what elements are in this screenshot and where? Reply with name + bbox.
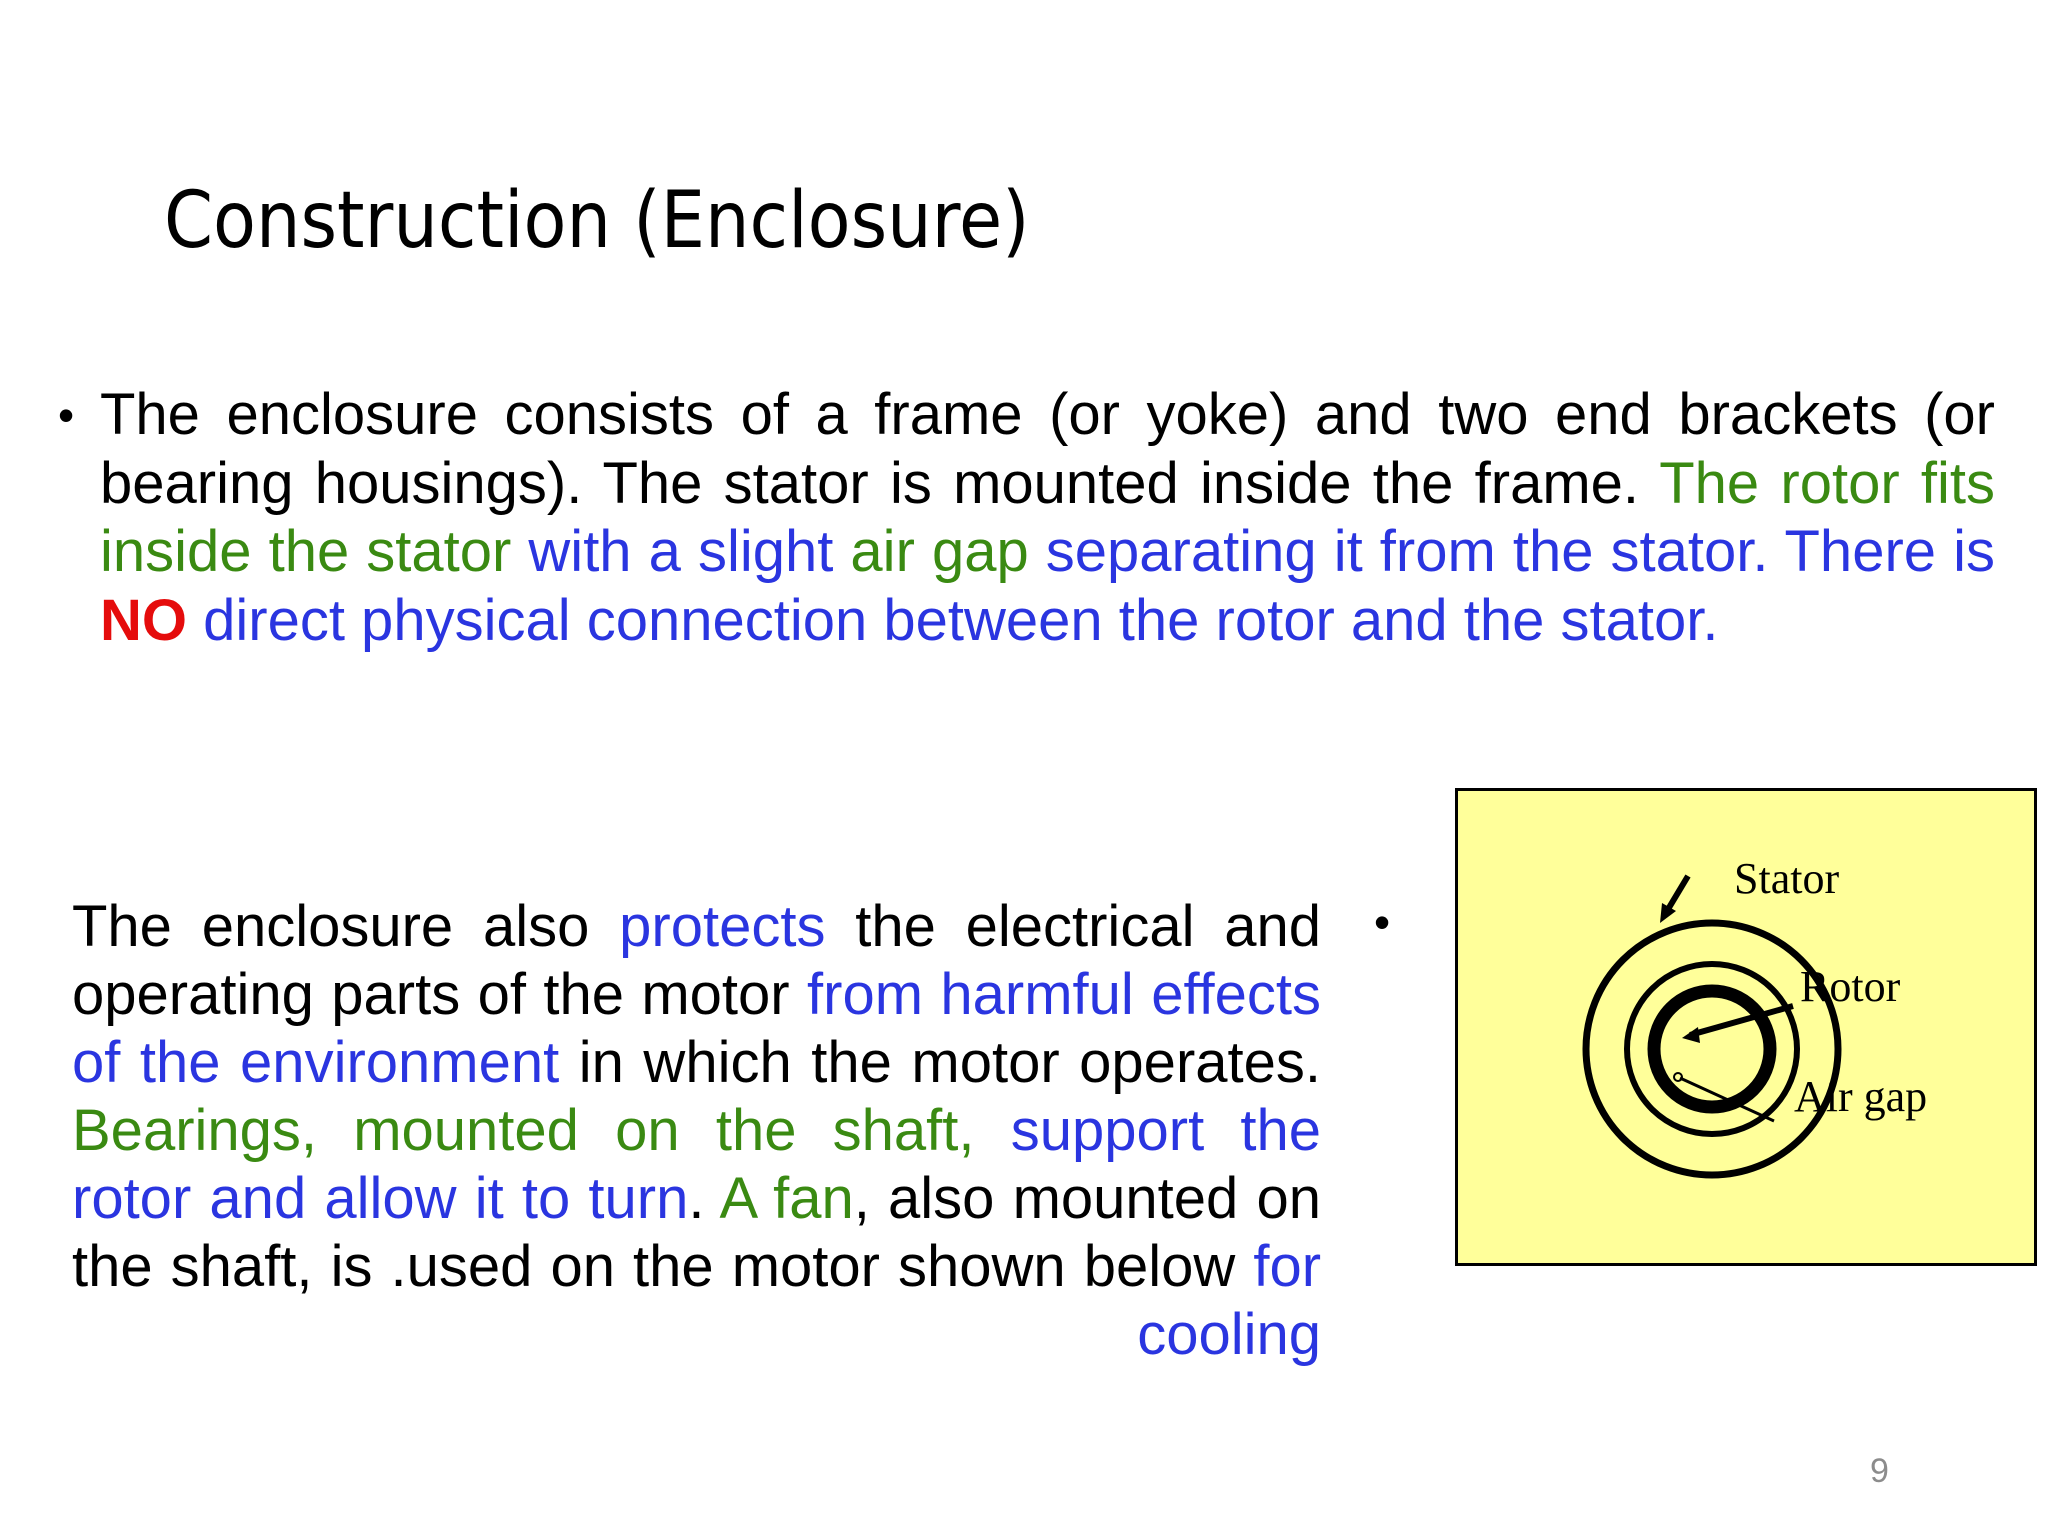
bullet-dot-icon: • xyxy=(1374,896,1391,948)
rotor-label: Rotor xyxy=(1800,962,1901,1011)
text-segment: air gap xyxy=(850,519,1046,584)
text-segment: protects xyxy=(619,894,826,959)
text-segment: . xyxy=(688,1166,720,1231)
text-segment: from harmful effects of the environment xyxy=(72,962,1322,1095)
motor-cross-section-figure xyxy=(1455,788,2037,1266)
stator-ring xyxy=(1586,923,1838,1175)
text-segment: with a slight xyxy=(528,519,851,584)
text-segment: , also mounted on the shaft, is xyxy=(72,1166,1321,1299)
text-segment: the electrical and operating parts of the motor xyxy=(72,894,1321,1027)
text-segment: The rotor fits inside the stator xyxy=(100,450,1995,584)
text-segment: in which the motor operates. xyxy=(559,1030,1321,1095)
motor-cross-section-svg xyxy=(1458,791,2034,1263)
rotor-ring xyxy=(1654,991,1770,1107)
text-segment: support the rotor and allow it to turn xyxy=(72,1098,1322,1231)
paragraph-enclosure-protection xyxy=(72,893,1321,1369)
rotor-arrow-line xyxy=(1690,1006,1793,1035)
bullet-dot-icon: • xyxy=(58,389,75,441)
text-segment: separating it from the stator. There is xyxy=(1045,519,1995,584)
text-segment: .used on the motor shown below xyxy=(390,1234,1254,1299)
text-segment: The enclosure also xyxy=(72,894,620,959)
text-segment: The enclosure consists of a frame (or yoke) and two end brackets (or bearing housings). The stator is mounted inside the frame. xyxy=(100,382,1995,516)
stator-label: Stator xyxy=(1734,854,1840,903)
text-segment: direct physical connection between the rotor and the stator. xyxy=(187,587,1719,653)
text-segment: Bearings, mounted on the shaft, xyxy=(72,1098,975,1163)
rotor-arrowhead-icon xyxy=(1682,1027,1700,1043)
page-number: 9 xyxy=(1870,1452,1889,1490)
air-gap-label: Air gap xyxy=(1794,1072,1928,1121)
bullet-enclosure-description xyxy=(58,381,1995,655)
text-segment: A fan xyxy=(719,1166,854,1231)
slide-title: Construction (Enclosure) xyxy=(164,176,1030,266)
text-segment: NO xyxy=(100,587,187,653)
text-segment: for cooling xyxy=(1137,1234,1322,1367)
